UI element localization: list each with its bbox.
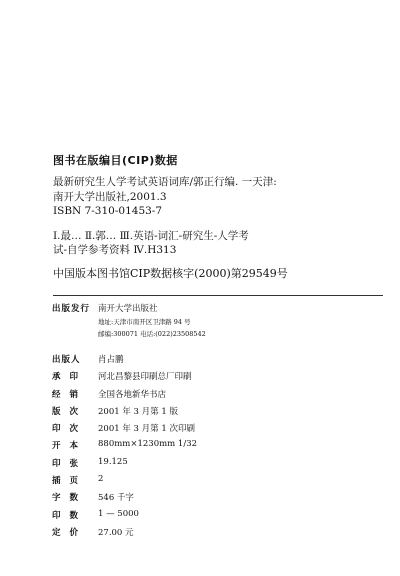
format-value: 880mm×1230mm 1/32 xyxy=(98,439,198,450)
publisher-person-row xyxy=(52,353,382,370)
publisher-address: 地址:天津市南开区卫津路 94 号 xyxy=(98,318,191,326)
edition-label: 版次 xyxy=(52,406,88,417)
cip-classification-line: Ⅰ.最… Ⅱ.郭… Ⅲ.英语-词汇-研究生-人学考 xyxy=(53,229,249,242)
inserts-row xyxy=(52,474,382,491)
imprint-block xyxy=(52,302,382,543)
publisher-person-label: 出版人 xyxy=(52,355,81,365)
inserts-label: 插页 xyxy=(52,476,88,487)
print-run-label: 印数 xyxy=(52,510,88,521)
price-value: 27.00 元 xyxy=(98,527,134,538)
cip-publication-line: 南开大学出版社,2001.3 xyxy=(53,190,167,203)
cip-title: 图书在版编目(CIP)数据 xyxy=(53,154,178,167)
publisher-name: 南开大学出版社 xyxy=(98,304,158,314)
cip-number: 中国版本图书馆CIP数据核字(2000)第29549号 xyxy=(53,266,288,280)
divider xyxy=(53,295,383,296)
printer-value: 河北昌黎县印刷总厂印刷 xyxy=(98,372,192,383)
format-label: 开本 xyxy=(52,441,88,452)
printed-sheets-row xyxy=(52,457,382,474)
printed-sheets-label: 印张 xyxy=(52,458,88,469)
publisher-contact: 邮编:300071 电话:(022)23508542 xyxy=(98,330,206,338)
publisher-label: 出版发行 xyxy=(52,304,91,314)
distributor-row xyxy=(52,388,382,405)
price-label: 定价 xyxy=(52,527,88,538)
format-row xyxy=(52,439,382,456)
publisher-row xyxy=(52,302,382,353)
distributor-label: 经销 xyxy=(52,389,88,400)
word-count-value: 546 千字 xyxy=(98,493,134,504)
cip-record xyxy=(53,175,383,281)
printer-row xyxy=(52,370,382,387)
distributor-value: 全国各地新华书店 xyxy=(98,389,167,400)
inserts-value: 2 xyxy=(98,474,104,485)
printed-sheets-value: 19.125 xyxy=(98,456,128,467)
word-count-row xyxy=(52,491,382,508)
impression-value: 2001 年 3 月第 1 次印刷 xyxy=(98,424,195,435)
cip-isbn: ISBN 7-310-01453-7 xyxy=(53,205,163,217)
impression-row xyxy=(52,422,382,439)
printer-label: 承印 xyxy=(52,372,88,383)
edition-row xyxy=(52,405,382,422)
price-row xyxy=(52,526,382,543)
edition-value: 2001 年 3 月第 1 版 xyxy=(98,406,178,417)
print-run-row xyxy=(52,509,382,526)
cip-classification-line-2: 试-自学参考资料 Ⅳ.H313 xyxy=(53,244,177,256)
publisher-person-value: 肖占鹏 xyxy=(98,355,124,365)
cip-bibliographic-line: 最新研究生人学考试英语词库/郭正行编. 一天津: xyxy=(53,176,277,188)
print-run-value: 1 — 5000 xyxy=(98,508,139,519)
word-count-label: 字数 xyxy=(52,493,88,504)
impression-label: 印次 xyxy=(52,424,88,435)
